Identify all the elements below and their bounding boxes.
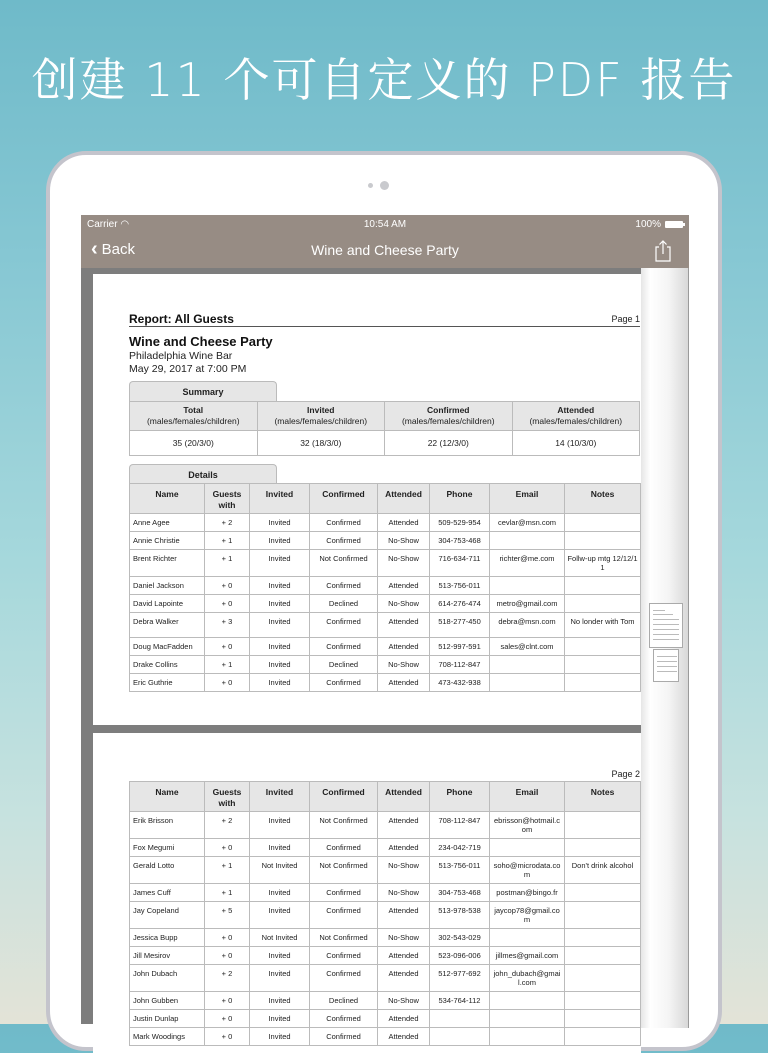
cell-attended: Attended xyxy=(378,1010,430,1028)
cell-attended: No-Show xyxy=(378,929,430,947)
cell-name: Erik Brisson xyxy=(130,812,205,839)
cell-guests-with: + 0 xyxy=(205,595,250,613)
summary-header: Total (males/females/children) xyxy=(130,402,258,431)
column-header: Invited xyxy=(250,782,310,812)
table-row xyxy=(130,514,641,532)
cell-attended: No-Show xyxy=(378,857,430,884)
cell-invited: Not Invited xyxy=(250,857,310,884)
cell-notes xyxy=(565,577,641,595)
cell-invited: Invited xyxy=(250,638,310,656)
cell-phone: 513-978-538 xyxy=(430,902,490,929)
sensor-dot xyxy=(368,183,373,188)
cell-phone: 234-042-719 xyxy=(430,839,490,857)
cell-confirmed: Confirmed xyxy=(310,884,378,902)
cell-name: Fox Megumi xyxy=(130,839,205,857)
cell-email xyxy=(490,656,565,674)
cell-email xyxy=(490,839,565,857)
cell-phone xyxy=(430,1010,490,1028)
cell-notes: No londer with Tom xyxy=(565,613,641,638)
cell-attended: No-Show xyxy=(378,532,430,550)
cell-attended: Attended xyxy=(378,965,430,992)
camera-dot xyxy=(380,181,389,190)
back-label: Back xyxy=(101,240,136,258)
cell-invited: Invited xyxy=(250,902,310,929)
carrier-label: Carrier ◠ xyxy=(87,219,130,230)
summary-header: Invited (males/females/children) xyxy=(257,402,385,431)
column-header: Guests with xyxy=(205,782,250,812)
table-row xyxy=(130,812,641,839)
cell-phone: 716-634-711 xyxy=(430,550,490,577)
cell-invited: Invited xyxy=(250,812,310,839)
table-row xyxy=(130,929,641,947)
summary-value: 32 (18/3/0) xyxy=(257,431,385,456)
pdf-page-2 xyxy=(93,733,641,1053)
cell-name: Jessica Bupp xyxy=(130,929,205,947)
cell-invited: Invited xyxy=(250,595,310,613)
summary-table xyxy=(129,401,640,456)
cell-guests-with: + 2 xyxy=(205,514,250,532)
cell-email: ebrisson@hotmail.com xyxy=(490,812,565,839)
cell-guests-with: + 0 xyxy=(205,929,250,947)
cell-name: Brent Richter xyxy=(130,550,205,577)
page-number: Page 1 xyxy=(611,314,640,324)
report-title: Report: All Guests Page 1 xyxy=(129,312,640,326)
cell-confirmed: Confirmed xyxy=(310,532,378,550)
cell-confirmed: Confirmed xyxy=(310,965,378,992)
cell-confirmed: Confirmed xyxy=(310,674,378,692)
column-header: Phone xyxy=(430,484,490,514)
cell-email: john_dubach@gmail.com xyxy=(490,965,565,992)
cell-email: jillmes@gmail.com xyxy=(490,947,565,965)
cell-notes xyxy=(565,839,641,857)
page-thumbnail-strip[interactable] xyxy=(641,268,689,1028)
cell-confirmed: Confirmed xyxy=(310,638,378,656)
cell-notes xyxy=(565,902,641,929)
cell-email: richter@me.com xyxy=(490,550,565,577)
column-header: Guests with xyxy=(205,484,250,514)
cell-notes xyxy=(565,1010,641,1028)
cell-name: Annie Christie xyxy=(130,532,205,550)
cell-email: jaycop78@gmail.com xyxy=(490,902,565,929)
cell-confirmed: Confirmed xyxy=(310,902,378,929)
cell-notes xyxy=(565,638,641,656)
table-row xyxy=(130,532,641,550)
cell-notes xyxy=(565,929,641,947)
event-date: May 29, 2017 at 7:00 PM xyxy=(129,363,247,375)
cell-guests-with: + 0 xyxy=(205,1010,250,1028)
table-row xyxy=(130,550,641,577)
cell-phone: 708-112-847 xyxy=(430,656,490,674)
cell-invited: Invited xyxy=(250,550,310,577)
cell-phone: 708-112-847 xyxy=(430,812,490,839)
cell-invited: Invited xyxy=(250,1028,310,1046)
summary-value: 14 (10/3/0) xyxy=(512,431,640,456)
column-header: Attended xyxy=(378,484,430,514)
page-1-thumbnail[interactable] xyxy=(649,603,683,648)
table-row xyxy=(130,947,641,965)
cell-notes xyxy=(565,812,641,839)
cell-attended: No-Show xyxy=(378,656,430,674)
cell-notes: Don't drink alcohol xyxy=(565,857,641,884)
cell-name: John Dubach xyxy=(130,965,205,992)
share-button[interactable] xyxy=(653,239,673,263)
cell-attended: Attended xyxy=(378,613,430,638)
cell-email xyxy=(490,674,565,692)
cell-guests-with: + 0 xyxy=(205,947,250,965)
table-row xyxy=(130,1028,641,1046)
page-number: Page 2 xyxy=(611,769,640,779)
cell-guests-with: + 1 xyxy=(205,884,250,902)
column-header: Attended xyxy=(378,782,430,812)
cell-email: debra@msn.com xyxy=(490,613,565,638)
cell-attended: Attended xyxy=(378,812,430,839)
cell-name: John Gubben xyxy=(130,992,205,1010)
cell-name: Doug MacFadden xyxy=(130,638,205,656)
cell-invited: Not Invited xyxy=(250,929,310,947)
column-header: Notes xyxy=(565,782,641,812)
cell-email: cevlar@msn.com xyxy=(490,514,565,532)
share-icon xyxy=(653,239,673,263)
cell-email: soho@microdata.com xyxy=(490,857,565,884)
cell-invited: Invited xyxy=(250,947,310,965)
nav-title: Wine and Cheese Party xyxy=(311,242,459,258)
cell-email: postman@bingo.fr xyxy=(490,884,565,902)
cell-name: Gerald Lotto xyxy=(130,857,205,884)
cell-guests-with: + 5 xyxy=(205,902,250,929)
promo-headline: 创建 11 个可自定义的 PDF 报告 xyxy=(31,53,737,107)
cell-attended: Attended xyxy=(378,514,430,532)
cell-name: Daniel Jackson xyxy=(130,577,205,595)
column-header: Phone xyxy=(430,782,490,812)
cell-guests-with: + 1 xyxy=(205,857,250,884)
cell-attended: Attended xyxy=(378,674,430,692)
cell-name: Jay Copeland xyxy=(130,902,205,929)
cell-notes xyxy=(565,992,641,1010)
cell-confirmed: Not Confirmed xyxy=(310,550,378,577)
cell-notes xyxy=(565,1028,641,1046)
cell-phone: 518-277-450 xyxy=(430,613,490,638)
cell-email: metro@gmail.com xyxy=(490,595,565,613)
cell-invited: Invited xyxy=(250,1010,310,1028)
cell-attended: Attended xyxy=(378,902,430,929)
cell-phone: 304-753-468 xyxy=(430,884,490,902)
cell-confirmed: Not Confirmed xyxy=(310,929,378,947)
cell-confirmed: Not Confirmed xyxy=(310,812,378,839)
column-header: Name xyxy=(130,782,205,812)
status-bar xyxy=(81,215,689,233)
cell-confirmed: Confirmed xyxy=(310,1010,378,1028)
cell-phone: 534-764-112 xyxy=(430,992,490,1010)
cell-email xyxy=(490,1010,565,1028)
cell-invited: Invited xyxy=(250,656,310,674)
cell-attended: No-Show xyxy=(378,550,430,577)
cell-notes xyxy=(565,674,641,692)
table-row xyxy=(130,595,641,613)
cell-guests-with: + 0 xyxy=(205,638,250,656)
cell-notes xyxy=(565,884,641,902)
table-row xyxy=(130,839,641,857)
cell-invited: Invited xyxy=(250,965,310,992)
cell-notes xyxy=(565,965,641,992)
table-row xyxy=(130,674,641,692)
cell-phone: 509-529-954 xyxy=(430,514,490,532)
column-header: Confirmed xyxy=(310,484,378,514)
cell-name: Jill Mesirov xyxy=(130,947,205,965)
cell-phone xyxy=(430,1028,490,1046)
cell-phone: 523-096-006 xyxy=(430,947,490,965)
cell-attended: Attended xyxy=(378,1028,430,1046)
cell-confirmed: Confirmed xyxy=(310,1028,378,1046)
column-header: Invited xyxy=(250,484,310,514)
table-row xyxy=(130,992,641,1010)
summary-header: Attended (males/females/children) xyxy=(512,402,640,431)
column-header: Email xyxy=(490,484,565,514)
cell-notes xyxy=(565,532,641,550)
cell-notes: Follw-up mtg 12/12/11 xyxy=(565,550,641,577)
cell-guests-with: + 1 xyxy=(205,656,250,674)
cell-phone: 304-753-468 xyxy=(430,532,490,550)
table-row xyxy=(130,965,641,992)
details-section-tab: Details xyxy=(129,464,277,484)
table-row xyxy=(130,857,641,884)
table-row xyxy=(130,902,641,929)
cell-guests-with: + 0 xyxy=(205,992,250,1010)
cell-email xyxy=(490,992,565,1010)
cell-name: Drake Collins xyxy=(130,656,205,674)
cell-guests-with: + 1 xyxy=(205,532,250,550)
column-header: Email xyxy=(490,782,565,812)
cell-confirmed: Declined xyxy=(310,595,378,613)
cell-confirmed: Confirmed xyxy=(310,947,378,965)
battery-percent: 100% xyxy=(635,219,661,230)
cell-phone: 302-543-029 xyxy=(430,929,490,947)
cell-notes xyxy=(565,656,641,674)
table-row xyxy=(130,884,641,902)
cell-guests-with: + 0 xyxy=(205,674,250,692)
cell-guests-with: + 0 xyxy=(205,839,250,857)
cell-confirmed: Confirmed xyxy=(310,839,378,857)
cell-attended: Attended xyxy=(378,947,430,965)
summary-value: 35 (20/3/0) xyxy=(130,431,258,456)
battery-icon xyxy=(665,221,683,228)
column-header: Confirmed xyxy=(310,782,378,812)
cell-phone: 513-756-011 xyxy=(430,577,490,595)
details-table-page-2 xyxy=(129,781,641,1046)
summary-section-tab: Summary xyxy=(129,381,277,401)
cell-guests-with: + 0 xyxy=(205,1028,250,1046)
page-2-thumbnail[interactable] xyxy=(653,649,679,682)
cell-confirmed: Declined xyxy=(310,656,378,674)
chevron-left-icon: ‹ xyxy=(91,238,98,260)
event-venue: Philadelphia Wine Bar xyxy=(129,350,233,362)
summary-header: Confirmed (males/females/children) xyxy=(385,402,513,431)
cell-attended: No-Show xyxy=(378,595,430,613)
cell-email xyxy=(490,1028,565,1046)
cell-phone: 614-276-474 xyxy=(430,595,490,613)
column-header: Name xyxy=(130,484,205,514)
summary-value: 22 (12/3/0) xyxy=(385,431,513,456)
event-name: Wine and Cheese Party xyxy=(129,334,273,349)
cell-name: Anne Agee xyxy=(130,514,205,532)
cell-attended: Attended xyxy=(378,839,430,857)
cell-guests-with: + 0 xyxy=(205,577,250,595)
details-table-page-1 xyxy=(129,483,641,692)
column-header: Notes xyxy=(565,484,641,514)
wifi-icon: ◠ xyxy=(120,219,130,230)
clock: 10:54 AM xyxy=(363,219,407,230)
table-row xyxy=(130,1010,641,1028)
cell-invited: Invited xyxy=(250,674,310,692)
cell-confirmed: Not Confirmed xyxy=(310,857,378,884)
cell-phone: 512-997-591 xyxy=(430,638,490,656)
cell-invited: Invited xyxy=(250,532,310,550)
cell-guests-with: + 3 xyxy=(205,613,250,638)
navigation-bar xyxy=(81,233,689,268)
cell-phone: 473-432-938 xyxy=(430,674,490,692)
cell-email: sales@clnt.com xyxy=(490,638,565,656)
cell-notes xyxy=(565,514,641,532)
cell-name: Mark Woodings xyxy=(130,1028,205,1046)
cell-invited: Invited xyxy=(250,514,310,532)
cell-notes xyxy=(565,595,641,613)
device-screen xyxy=(81,215,689,1041)
cell-name: Justin Dunlap xyxy=(130,1010,205,1028)
table-row xyxy=(130,613,641,638)
cell-phone: 513-756-011 xyxy=(430,857,490,884)
cell-email xyxy=(490,577,565,595)
cell-guests-with: + 2 xyxy=(205,965,250,992)
cell-attended: No-Show xyxy=(378,884,430,902)
cell-invited: Invited xyxy=(250,839,310,857)
table-row xyxy=(130,656,641,674)
table-row xyxy=(130,577,641,595)
cell-invited: Invited xyxy=(250,992,310,1010)
table-row xyxy=(130,638,641,656)
cell-name: David Lapointe xyxy=(130,595,205,613)
cell-phone: 512-977-692 xyxy=(430,965,490,992)
cell-name: James Cuff xyxy=(130,884,205,902)
cell-attended: Attended xyxy=(378,577,430,595)
cell-name: Debra Walker xyxy=(130,613,205,638)
cell-confirmed: Confirmed xyxy=(310,514,378,532)
cell-attended: Attended xyxy=(378,638,430,656)
cell-email xyxy=(490,929,565,947)
cell-name: Eric Guthrie xyxy=(130,674,205,692)
cell-invited: Invited xyxy=(250,613,310,638)
cell-confirmed: Confirmed xyxy=(310,613,378,638)
cell-guests-with: + 2 xyxy=(205,812,250,839)
cell-attended: No-Show xyxy=(378,992,430,1010)
cell-notes xyxy=(565,947,641,965)
cell-email xyxy=(490,532,565,550)
cell-confirmed: Confirmed xyxy=(310,577,378,595)
cell-invited: Invited xyxy=(250,884,310,902)
cell-confirmed: Declined xyxy=(310,992,378,1010)
pdf-page-1 xyxy=(93,274,641,725)
cell-invited: Invited xyxy=(250,577,310,595)
cell-guests-with: + 1 xyxy=(205,550,250,577)
